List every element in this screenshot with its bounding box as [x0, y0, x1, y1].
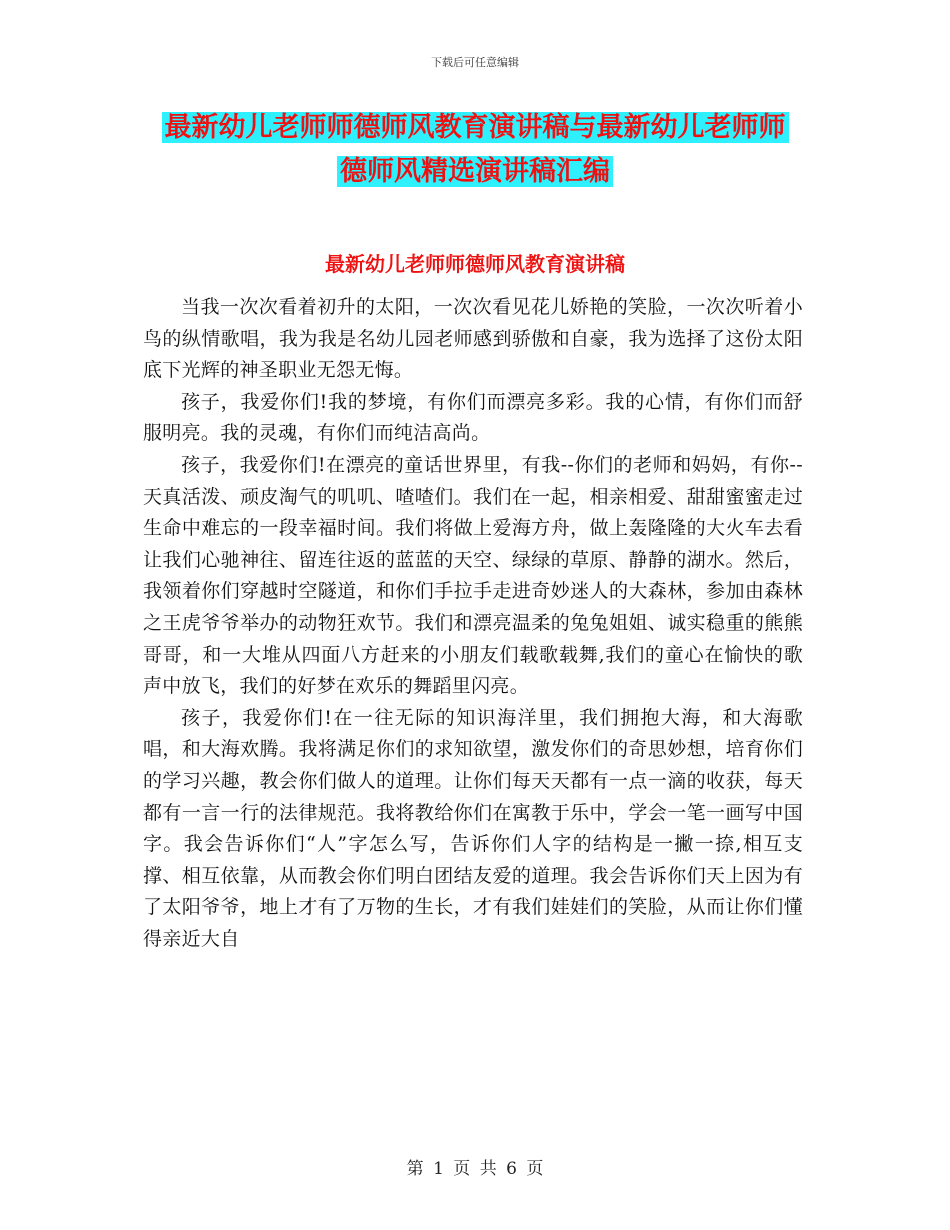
- paragraph: 孩子，我爱你们!在漂亮的童话世界里，有我--你们的老师和妈妈，有你--天真活泼、顽皮淘气的叽叽、喳喳们。我们在一起，相亲相爱、甜甜蜜蜜走过生命中难忘的一段幸福时间。我们将做上爱海方舟，做上轰隆隆的大火车去看让我们心驰神往、留连往返的蓝蓝的天空、绿绿的草原、静静的湖水。然后，我领着你们穿越时空隧道，和你们手拉手走进奇妙迷人的大森林，参加由森林之王虎爷爷举办的动物狂欢节。我们和漂亮温柔的兔兔姐姐、诚实稳重的熊熊哥哥，和一大堆从四面八方赶来的小朋友们载歌载舞,我们的童心在愉快的歌声中放飞，我们的好梦在欢乐的舞蹈里闪亮。: [143, 453, 803, 698]
- document-title-line-2: [0, 154, 950, 190]
- paragraph: 孩子，我爱你们!在一往无际的知识海洋里，我们拥抱大海，和大海歌唱，和大海欢腾。我将满足你们的求知欲望，激发你们的奇思妙想，培育你们的学习兴趣，教会你们做人的道理。让你们每天天都有一点一滴的收获，每天都有一言一行的法律规范。我将教给你们在寓教于乐中，学会一笔一画写中国字。我会告诉你们“人”字怎么写，告诉你们人字的结构是一撇一捺,相互支撑、相互依靠，从而教会你们明白团结友爱的道理。我会告诉你们天上因为有了太阳爷爷，地上才有了万物的生长，才有我们娃娃们的笑脸，从而让你们懂得亲近大自: [143, 706, 803, 950]
- document-title-line-1: [0, 110, 950, 146]
- section-title: 最新幼儿老师师德师风教育演讲稿: [325, 252, 625, 276]
- paragraph: 孩子，我爱你们!我的梦境，有你们而漂亮多彩。我的心情，有你们而舒服明亮。我的灵魂，有你们而纯洁高尚。: [143, 390, 803, 445]
- page-footer: 第 1 页 共 6 页: [406, 1159, 544, 1179]
- speech-body: [143, 292, 803, 955]
- title-highlight-2: 德师风精选演讲稿汇编: [337, 156, 613, 187]
- header-note: 下载后可任意编辑: [431, 56, 519, 69]
- paragraph: 当我一次次看着初升的太阳，一次次看见花儿娇艳的笑脸，一次次听着小鸟的纵情歌唱，我为我是名幼儿园老师感到骄傲和自豪，我为选择了这份太阳底下光辉的神圣职业无怨无悔。: [143, 296, 803, 382]
- title-highlight-1: 最新幼儿老师师德师风教育演讲稿与最新幼儿老师师: [162, 112, 789, 143]
